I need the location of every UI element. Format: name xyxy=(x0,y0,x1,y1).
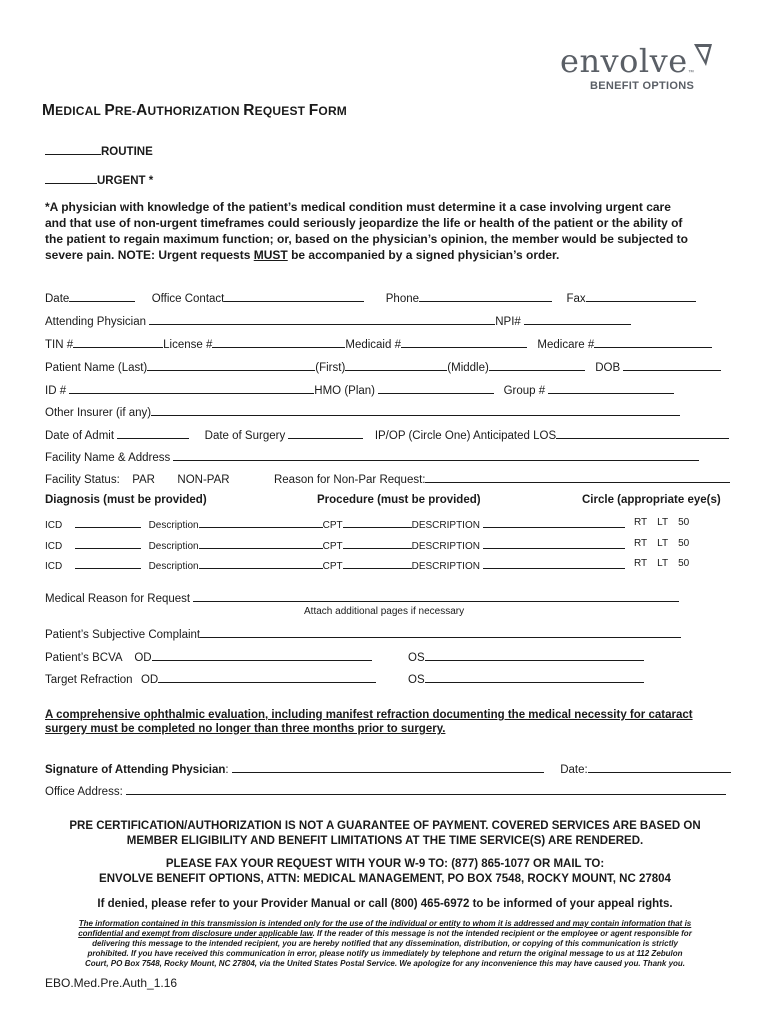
phone-input[interactable] xyxy=(419,291,552,302)
patient-last-input[interactable] xyxy=(147,360,315,371)
patient-middle-input[interactable] xyxy=(489,360,585,371)
npi-input[interactable] xyxy=(524,314,631,325)
row-bcva-os: OS xyxy=(408,650,644,664)
description-input[interactable] xyxy=(199,517,323,528)
both-option[interactable]: 50 xyxy=(678,558,690,569)
diagnosis-header: Diagnosis (must be provided) xyxy=(45,494,207,506)
lt-option[interactable]: LT xyxy=(657,538,669,549)
icd-input[interactable] xyxy=(75,517,141,528)
row-date-contact: Date Office Contact Phone Fax xyxy=(45,291,696,305)
procedure-description-input[interactable] xyxy=(483,517,625,528)
urgent-definition: *A physician with knowledge of the patient’s medical condition must determine it a case involving urgent care and that use of non-urgent timeframes could seriously jeopardize the life or health of the patient or the ability of the patient to regain maximum function; or, based on the physician’s opinion, the member would be subjected to severe pain. NOTE: Urgent requests MUST be accompanied by a signed physician’s order. xyxy=(45,200,688,262)
other-insurer-input[interactable] xyxy=(151,405,680,416)
facility-name-input[interactable] xyxy=(173,450,699,461)
routine-blank[interactable] xyxy=(45,144,101,155)
bcva-od-input[interactable] xyxy=(152,650,372,661)
row-tin: TIN # License # Medicaid # Medicare # xyxy=(45,337,712,351)
row-physician: Attending Physician NPI# xyxy=(45,314,631,328)
fax-input[interactable] xyxy=(586,291,696,302)
date-input[interactable] xyxy=(69,291,135,302)
description-input[interactable] xyxy=(199,558,323,569)
row-medical-reason: Medical Reason for Request xyxy=(45,591,679,605)
lt-option[interactable]: LT xyxy=(657,558,669,569)
hmo-input[interactable] xyxy=(378,383,494,394)
precert-notice: PRE CERTIFICATION/AUTHORIZATION IS NOT A GUARANTEE OF PAYMENT. COVERED SERVICES ARE BASED ON MEMBER ELIGIBILITY AND BENEFIT LIMITATIONS AT THE TIME SERVICE(S) ARE RENDERED. xyxy=(69,820,701,847)
medicaid-input[interactable] xyxy=(401,337,527,348)
icd-row-1: ICD Description CPT DESCRIPTION xyxy=(45,517,625,531)
fax-notice: PLEASE FAX YOUR REQUEST WITH YOUR W-9 TO: (877) 865-1077 OR MAIL TO: ENVOLVE BENEFIT OPTIONS, ATTN: MEDICAL MANAGEMENT, PO BOX 7548, ROCKY MOUNT, NC 27804 xyxy=(99,858,671,885)
row-other-insurer: Other Insurer (if any) xyxy=(45,405,680,419)
eye-options-1 xyxy=(634,517,689,528)
lt-option[interactable]: LT xyxy=(657,517,669,528)
procedure-description-input[interactable] xyxy=(483,558,625,569)
attach-note: Attach additional pages if necessary xyxy=(304,606,465,617)
row-patient-name: Patient Name (Last) (First) (Middle) DOB xyxy=(45,360,721,374)
non-par-reason-input[interactable] xyxy=(425,472,730,483)
routine-checkbox-row[interactable] xyxy=(45,144,153,158)
form-id: EBO.Med.Pre.Auth_1.16 xyxy=(45,976,178,990)
urgent-blank[interactable] xyxy=(45,173,97,184)
both-option[interactable]: 50 xyxy=(678,538,690,549)
logo-tm: ™ xyxy=(688,70,694,76)
id-input[interactable] xyxy=(69,383,314,394)
signature-input[interactable] xyxy=(232,762,544,773)
routine-label: ROUTINE xyxy=(101,146,153,158)
row-subjective: Patient’s Subjective Complaint xyxy=(45,627,681,641)
signature-date-input[interactable] xyxy=(588,762,731,773)
bcva-os-input[interactable] xyxy=(425,650,644,661)
date-of-surgery-input[interactable] xyxy=(288,428,363,439)
cpt-input[interactable] xyxy=(343,517,412,528)
medicare-input[interactable] xyxy=(594,337,712,348)
comprehensive-evaluation-note: A comprehensive ophthalmic evaluation, including manifest refraction documenting the medical necessity for cataract surgery must be completed no longer than three months prior to surgery. xyxy=(45,709,693,735)
description-input[interactable] xyxy=(199,538,323,549)
eye-header: Circle (appropriate eye(s) xyxy=(582,494,721,506)
row-facility-status: Facility Status: PAR NON-PAR Reason for Non-Par Request: xyxy=(45,472,730,486)
urgent-checkbox-row[interactable] xyxy=(45,173,153,187)
cpt-input[interactable] xyxy=(343,558,412,569)
form-title: MEDICAL PRE-AUTHORIZATION REQUEST FORM xyxy=(42,102,348,119)
row-bcva: Patient’s BCVA OD xyxy=(45,650,372,664)
attending-physician-input[interactable] xyxy=(149,314,495,325)
icd-input[interactable] xyxy=(75,558,141,569)
refraction-os-input[interactable] xyxy=(425,672,644,683)
non-par-option[interactable]: NON-PAR xyxy=(177,474,230,486)
denied-notice: If denied, please refer to your Provider Manual or call (800) 465-6972 to be informed of your appeal rights. xyxy=(97,898,673,910)
logo-subtitle: BENEFIT OPTIONS xyxy=(590,80,695,92)
procedure-header: Procedure (must be provided) xyxy=(317,494,481,506)
refraction-od-input[interactable] xyxy=(158,672,376,683)
eye-options-3 xyxy=(634,558,689,569)
medical-reason-input[interactable] xyxy=(193,591,679,602)
row-target-refraction: Target Refraction OD xyxy=(45,672,376,686)
row-refraction-os: OS xyxy=(408,672,644,686)
row-office-address: Office Address: xyxy=(45,784,726,798)
row-signature: Signature of Attending Physician: Date: xyxy=(45,762,731,776)
icd-row-3: ICD Description CPT DESCRIPTION xyxy=(45,558,625,572)
urgent-label: URGENT * xyxy=(97,175,154,187)
icd-input[interactable] xyxy=(75,538,141,549)
logo-wordmark: envolve xyxy=(560,42,688,80)
procedure-description-input[interactable] xyxy=(483,538,625,549)
license-input[interactable] xyxy=(212,337,345,348)
cpt-input[interactable] xyxy=(343,538,412,549)
anticipated-los-input[interactable] xyxy=(556,428,729,439)
row-facility-name: Facility Name & Address xyxy=(45,450,699,464)
office-contact-input[interactable] xyxy=(224,291,364,302)
row-admit: Date of Admit Date of Surgery IP/OP (Circle One) Anticipated LOS xyxy=(45,428,729,442)
tin-input[interactable] xyxy=(73,337,163,348)
eye-options-2 xyxy=(634,538,689,549)
rt-option[interactable]: RT xyxy=(634,558,648,569)
patient-first-input[interactable] xyxy=(345,360,447,371)
confidentiality-notice: The information contained in this transmission is intended only for the use of the individual or entity to whom it is addressed and may contain information that is confidential and exempt from disclosure under applicable law. If the reader of this message is not the intended recipient or the employee or agent responsible for delivering this message to the intended recipient, you are hereby notified that any dissemination, distribution, or copying of this communication is strictly prohibited. If you have received this communication in error, please notify us immediately by telephone and return the original message to us at 112 Zebulon Court, PO Box 7548, Rocky Mount, NC 27804, via the United States Postal Service. We apologize for any inconvenience this may have caused you. Thank you. xyxy=(78,919,692,968)
envolve-logo xyxy=(560,42,720,94)
office-address-input[interactable] xyxy=(126,784,726,795)
logo-leaf-icon xyxy=(690,42,714,68)
date-of-admit-input[interactable] xyxy=(117,428,189,439)
both-option[interactable]: 50 xyxy=(678,517,690,528)
rt-option[interactable]: RT xyxy=(634,538,648,549)
par-option[interactable]: PAR xyxy=(132,474,155,486)
dob-input[interactable] xyxy=(623,360,721,371)
row-id: ID # HMO (Plan) Group # xyxy=(45,383,674,397)
icd-row-2: ICD Description CPT DESCRIPTION xyxy=(45,538,625,552)
rt-option[interactable]: RT xyxy=(634,517,648,528)
group-input[interactable] xyxy=(548,383,674,394)
subjective-complaint-input[interactable] xyxy=(200,627,681,638)
